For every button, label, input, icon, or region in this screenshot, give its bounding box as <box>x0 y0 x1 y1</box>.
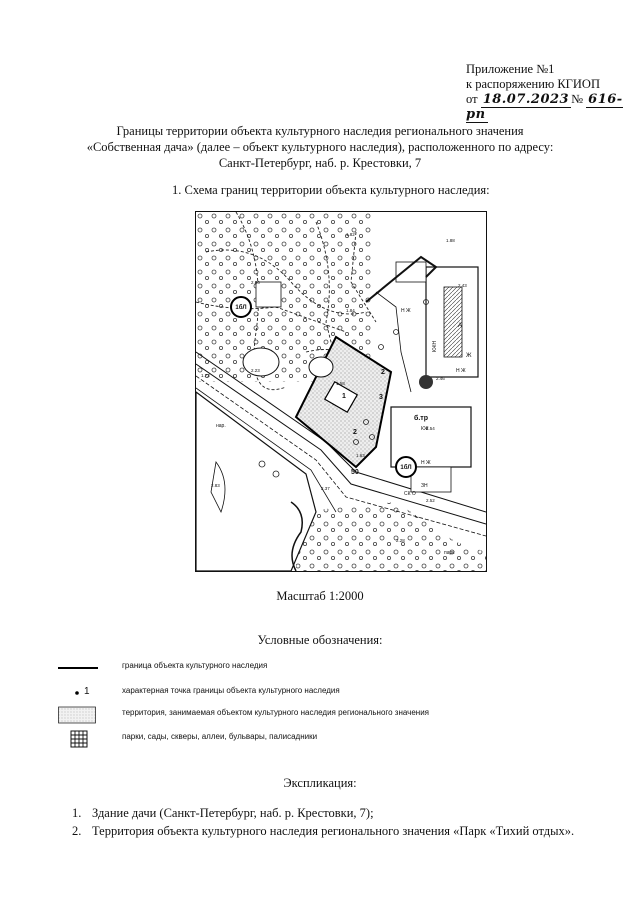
svg-text:1.63: 1.63 <box>356 453 365 458</box>
explication-item-2-number: 2. <box>72 824 82 838</box>
svg-text:2.43: 2.43 <box>458 283 467 288</box>
map-label-50: 50 <box>351 469 359 476</box>
map-label-river: нар. <box>216 423 226 429</box>
map-label-nzh-a: Н Ж <box>401 308 411 314</box>
svg-text:2.83: 2.83 <box>211 483 220 488</box>
svg-text:1.82: 1.82 <box>346 232 355 237</box>
svg-text:2.06: 2.06 <box>251 280 260 285</box>
legend-label-boundary: граница объекта культурного наследия <box>122 661 268 670</box>
svg-text:2.23: 2.23 <box>251 368 260 373</box>
document-title <box>60 123 580 171</box>
appendix-number-sign: № <box>571 92 584 106</box>
boundary-line-symbol <box>58 658 98 678</box>
map-label-kzh-vert: КЖН <box>432 340 438 352</box>
title-line-2: «Собственная дача» (далее – объект культурного наследия), расположенного по адресу: <box>86 140 554 154</box>
map-label-nzh-b: Н Ж <box>456 368 466 374</box>
map-scale: Масштаб 1:2000 <box>276 589 364 603</box>
appendix-date: 18.07.2023 <box>482 92 570 107</box>
title-line-3: Санкт-Петербург, наб. р. Крестовки, 7 <box>218 156 422 170</box>
explication-item-1 <box>72 806 374 821</box>
legend-title: Условные обозначения: <box>257 633 383 647</box>
explication-item-2 <box>72 824 574 839</box>
map-circle-label-2: 1бЛ <box>400 465 412 471</box>
svg-text:2.54: 2.54 <box>426 426 435 431</box>
svg-text:2.52: 2.52 <box>426 498 435 503</box>
boundary-map <box>195 211 487 572</box>
appendix-header <box>466 62 640 122</box>
explication-item-1-number: 1. <box>72 806 82 820</box>
map-label-park: парк <box>444 550 455 556</box>
map-circle-label-1: 1бЛ <box>235 305 247 311</box>
map-label-transformer: б.тр <box>414 415 428 422</box>
legend-label-territory: территория, занимаемая объектом культурного наследия регионального значения <box>122 708 429 717</box>
svg-text:1.58: 1.58 <box>336 381 345 386</box>
appendix-order-number: 616-рп <box>466 92 623 122</box>
legend-label-parks: парки, сады, скверы, аллеи, бульвары, палисадники <box>122 732 318 741</box>
legend-label-point: характерная точка границы объекта культурного наследия <box>122 686 340 695</box>
svg-text:1.73: 1.73 <box>201 373 210 378</box>
svg-text:1.88: 1.88 <box>446 238 455 243</box>
map-label-nzh-c: Н Ж <box>421 460 431 466</box>
map-label-zh: Ж <box>466 353 472 359</box>
svg-text:1.84: 1.84 <box>346 308 355 313</box>
legend-point-number: 1 <box>84 686 90 697</box>
svg-text:2.28: 2.28 <box>396 538 405 543</box>
map-label-kzh: КЖ <box>421 426 429 432</box>
svg-text:2.37: 2.37 <box>321 486 330 491</box>
svg-text:2.46: 2.46 <box>436 376 445 381</box>
boundary-point-symbol <box>58 683 98 703</box>
map-label-sk: СК О <box>404 491 416 497</box>
explication-title: Экспликация: <box>283 776 357 790</box>
schema-heading: 1. Схема границ территории объекта культурного наследия: <box>172 183 490 197</box>
appendix-date-line <box>466 92 640 122</box>
park-hatch-symbol <box>58 729 98 749</box>
map-label-parcel-2a: 2 <box>353 429 357 436</box>
title-line-1: Границы территории объекта культурного наследия регионального значения <box>116 124 524 138</box>
map-label-3: 3 <box>379 394 383 401</box>
appendix-from: от <box>466 92 478 106</box>
explication-item-2-text: Территория объекта культурного наследия регионального значения «Парк «Тихий отдых». <box>92 824 575 838</box>
map-label-parcel-2b: 2 <box>381 369 385 376</box>
map-label-zn: ЗН <box>421 483 428 489</box>
map-label-parcel-1: 1 <box>342 393 346 400</box>
appendix-order-ref: к распоряжению КГИОП <box>466 77 600 91</box>
explication-item-1-text: Здание дачи (Санкт-Петербург, наб. р. Крестовки, 7); <box>92 806 374 820</box>
territory-fill-symbol <box>58 705 98 725</box>
map-label-building-a: А <box>458 323 463 329</box>
appendix-number: Приложение №1 <box>466 62 555 76</box>
